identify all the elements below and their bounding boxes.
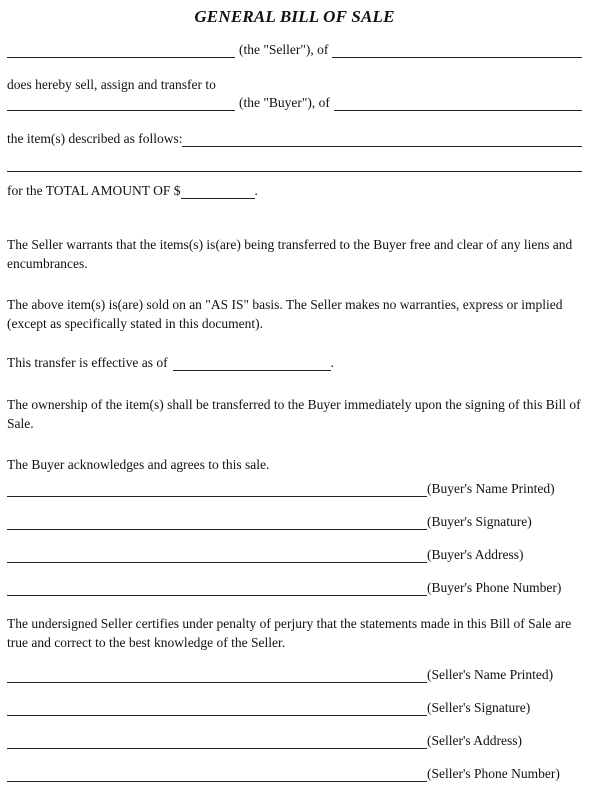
seller-name-printed-line[interactable] xyxy=(7,669,427,683)
buyer-address-row xyxy=(7,547,582,563)
seller-phone-label: (Seller's Phone Number) xyxy=(427,766,560,781)
effective-date-blank[interactable] xyxy=(173,357,331,371)
seller-signature-line[interactable] xyxy=(7,702,427,716)
seller-address-row xyxy=(7,733,582,749)
buyer-signature-label: (Buyer's Signature) xyxy=(427,514,532,529)
items-description-rule[interactable] xyxy=(7,171,582,172)
ownership-paragraph: The ownership of the item(s) shall be transferred to the Buyer immediately upon the signing of this Bill of Sale. xyxy=(7,397,581,431)
buyer-signature-row xyxy=(7,514,582,530)
buyer-phone-label: (Buyer's Phone Number) xyxy=(427,580,562,595)
seller-phone-line[interactable] xyxy=(7,768,427,782)
seller-line xyxy=(7,42,582,58)
warranty-paragraph: The Seller warrants that the items(s) is(are) being transferred to the Buyer free and clear of any liens and encumbrances. xyxy=(7,237,573,271)
buyer-address-line[interactable] xyxy=(7,549,427,563)
buyer-name-printed-label: (Buyer's Name Printed) xyxy=(427,481,555,496)
buyer-name-printed-row xyxy=(7,481,582,497)
buyer-name-printed-line[interactable] xyxy=(7,483,427,497)
document-title: GENERAL BILL OF SALE xyxy=(194,7,395,26)
buyer-phone-line[interactable] xyxy=(7,582,427,596)
seller-signature-label: (Seller's Signature) xyxy=(427,700,531,715)
acknowledge-paragraph: The Buyer acknowledges and agrees to this sale. xyxy=(7,457,270,472)
seller-line-label: (the "Seller"), of xyxy=(239,42,329,57)
buyer-line xyxy=(7,95,582,111)
seller-signature-row xyxy=(7,700,582,716)
amount-line xyxy=(7,183,582,199)
certification-paragraph: The undersigned Seller certifies under penalty of perjury that the statements made in this Bill of Sale are true and correct to the best knowledge of the Seller. xyxy=(7,616,572,650)
seller-phone-row xyxy=(7,766,582,782)
items-description-blank[interactable] xyxy=(182,133,582,147)
items-line xyxy=(7,131,582,147)
amount-blank[interactable] xyxy=(181,185,255,199)
seller-name-printed-row xyxy=(7,667,582,683)
buyer-phone-row xyxy=(7,580,582,596)
amount-label: for the TOTAL AMOUNT OF $ xyxy=(7,183,181,198)
amount-suffix: . xyxy=(254,183,258,198)
buyer-name-blank[interactable] xyxy=(7,97,235,111)
seller-name-blank[interactable] xyxy=(7,44,235,58)
effective-suffix: . xyxy=(330,355,334,370)
effective-label: This transfer is effective as of xyxy=(7,355,168,370)
buyer-address-label: (Buyer's Address) xyxy=(427,547,524,562)
as-is-paragraph: The above item(s) is(are) sold on an "AS IS" basis. The Seller makes no warranties, express or implied (except as specifically stated in this document). xyxy=(7,297,563,331)
buyer-line-label: (the "Buyer"), of xyxy=(239,95,330,110)
items-label: the item(s) described as follows: xyxy=(7,131,183,146)
seller-address-label: (Seller's Address) xyxy=(427,733,523,748)
seller-name-printed-label: (Seller's Name Printed) xyxy=(427,667,554,682)
seller-address-line[interactable] xyxy=(7,735,427,749)
transfer-text: does hereby sell, assign and transfer to xyxy=(7,77,216,92)
effective-line xyxy=(7,355,582,371)
buyer-location-blank[interactable] xyxy=(334,97,582,111)
transfer-line xyxy=(7,77,582,93)
buyer-signature-line[interactable] xyxy=(7,516,427,530)
seller-location-blank[interactable] xyxy=(332,44,582,58)
